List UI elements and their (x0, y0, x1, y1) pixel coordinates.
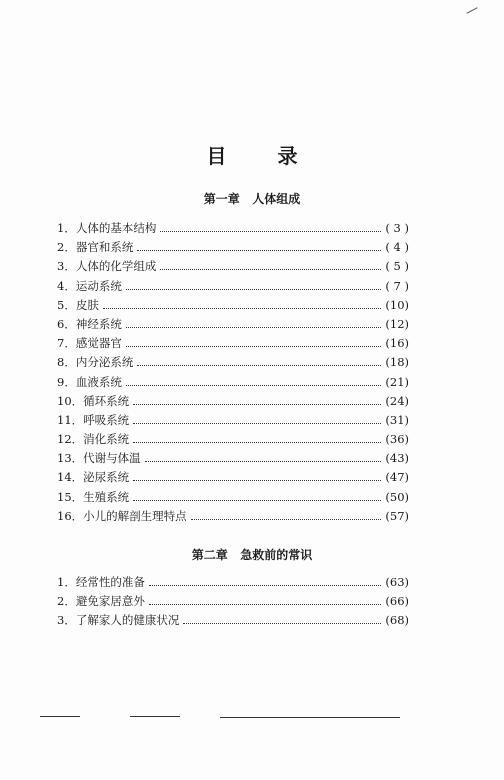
toc-entry-page: (18) (385, 355, 409, 370)
toc-entry (57, 411, 409, 430)
toc-entry (57, 507, 409, 526)
toc-entry-title: 感觉器官 (75, 336, 122, 351)
toc-entry (57, 257, 409, 276)
toc-entry-title: 血液系统 (75, 374, 122, 389)
toc-entry-number: 16． (57, 508, 84, 523)
toc-entry (57, 373, 409, 392)
dot-leader (149, 584, 382, 586)
toc-entry-page: (12) (385, 316, 409, 331)
dot-leader (160, 268, 381, 270)
toc-entry-page: (24) (385, 393, 409, 408)
toc-entry-title: 消化系统 (83, 432, 130, 447)
dot-leader (149, 603, 382, 605)
toc-entry-number: 10． (57, 393, 84, 408)
toc-entry-number: 2． (57, 594, 76, 609)
dot-leader (191, 518, 382, 520)
toc-entry-title: 泌尿系统 (83, 470, 130, 485)
toc-entry-page: (36) (385, 432, 409, 447)
toc-entry (57, 468, 409, 487)
toc-entry (57, 611, 409, 630)
footer-rule-mid (130, 716, 180, 717)
toc-entry-number: 11． (57, 412, 84, 427)
toc-entry-number: 3． (57, 613, 76, 628)
toc-entry-page: (43) (385, 451, 409, 466)
toc-entry-number: 7． (57, 336, 76, 351)
dot-leader (133, 403, 381, 405)
toc-entry (57, 573, 409, 592)
toc-entry (57, 296, 409, 315)
toc-entry-number: 4． (57, 278, 76, 293)
toc-entry-title: 皮肤 (75, 297, 99, 312)
dot-leader (160, 230, 381, 232)
toc-entry-number: 15． (57, 489, 84, 504)
dot-leader (133, 422, 381, 424)
toc-entry-page: ( 5 ) (385, 259, 409, 274)
dot-leader (133, 479, 381, 481)
toc-entry-title: 内分泌系统 (75, 355, 134, 370)
toc-entry-page: (68) (385, 613, 409, 628)
footer-rule-right (220, 717, 400, 718)
toc-entry-number: 14． (57, 470, 84, 485)
toc-entry-page: (66) (385, 594, 409, 609)
toc-entry-number: 12． (57, 432, 84, 447)
toc-entry-page: (16) (385, 336, 409, 351)
toc-entry-number: 2． (57, 240, 76, 255)
toc-entry-page: ( 3 ) (385, 221, 409, 235)
toc-entry-page: (50) (385, 489, 409, 504)
dot-leader (126, 384, 382, 386)
toc-entry (57, 219, 409, 238)
toc-entry (57, 277, 409, 296)
toc-entry-number: 1． (57, 221, 76, 235)
toc-entry-page: (31) (385, 412, 409, 427)
toc-entry-title: 器官和系统 (75, 240, 134, 255)
toc-entry-number: 8． (57, 355, 76, 370)
toc-entry-page: (21) (385, 374, 409, 389)
scan-corner-mark (466, 7, 477, 14)
toc-entry-title: 了解家人的健康状况 (75, 613, 180, 628)
toc-entry (57, 592, 409, 611)
toc-entry (57, 430, 409, 449)
toc-entry-title: 避免家居意外 (75, 594, 145, 609)
toc-entry-title: 生殖系统 (83, 489, 130, 504)
dot-leader (103, 307, 382, 309)
toc-entry-number: 6． (57, 316, 76, 331)
dot-leader (145, 460, 382, 462)
toc-entry (57, 488, 409, 507)
toc-entry-number: 1． (57, 575, 76, 589)
toc-entry-title: 循环系统 (83, 393, 130, 408)
toc-entry-title: 代谢与体温 (83, 451, 141, 466)
footer-rule-left (40, 716, 80, 717)
toc-entry (57, 334, 409, 353)
toc-entry-page: (47) (385, 470, 409, 485)
page-title: 目 录 (206, 144, 320, 168)
toc-entry-page: (63) (385, 575, 409, 589)
dot-leader (126, 345, 382, 347)
chapter-1-toc (57, 219, 409, 526)
toc-entry-page: ( 7 ) (385, 278, 409, 293)
toc-entry-number: 3． (57, 259, 76, 274)
chapter-2-heading: 第二章 急救前的常识 (191, 548, 313, 562)
toc-entry-page: (10) (385, 297, 409, 312)
toc-entry (57, 449, 409, 468)
toc-entry (57, 353, 409, 372)
toc-entry-title: 运动系统 (75, 278, 122, 293)
dot-leader (126, 288, 382, 290)
chapter-1-heading: 第一章 人体组成 (203, 192, 301, 206)
toc-entry-page: (57) (385, 508, 409, 523)
dot-leader (137, 249, 381, 251)
toc-entry-page: ( 4 ) (385, 240, 409, 255)
toc-entry-title: 小儿的解剖生理特点 (83, 508, 187, 523)
toc-entry-number: 9． (57, 374, 76, 389)
toc-entry-title: 人体的基本结构 (75, 221, 157, 235)
toc-entry-title: 呼吸系统 (83, 412, 130, 427)
dot-leader (126, 326, 382, 328)
toc-entry (57, 315, 409, 334)
toc-entry (57, 238, 409, 257)
toc-entry-title: 经常性的准备 (75, 575, 145, 589)
toc-entry-number: 13． (57, 451, 84, 466)
chapter-2-toc (57, 573, 409, 631)
toc-entry-title: 人体的化学组成 (75, 259, 157, 274)
dot-leader (133, 499, 381, 501)
toc-entry-number: 5． (57, 297, 76, 312)
dot-leader (137, 364, 381, 366)
toc-entry-title: 神经系统 (75, 316, 122, 331)
toc-entry (57, 392, 409, 411)
dot-leader (133, 441, 381, 443)
dot-leader (183, 622, 381, 624)
